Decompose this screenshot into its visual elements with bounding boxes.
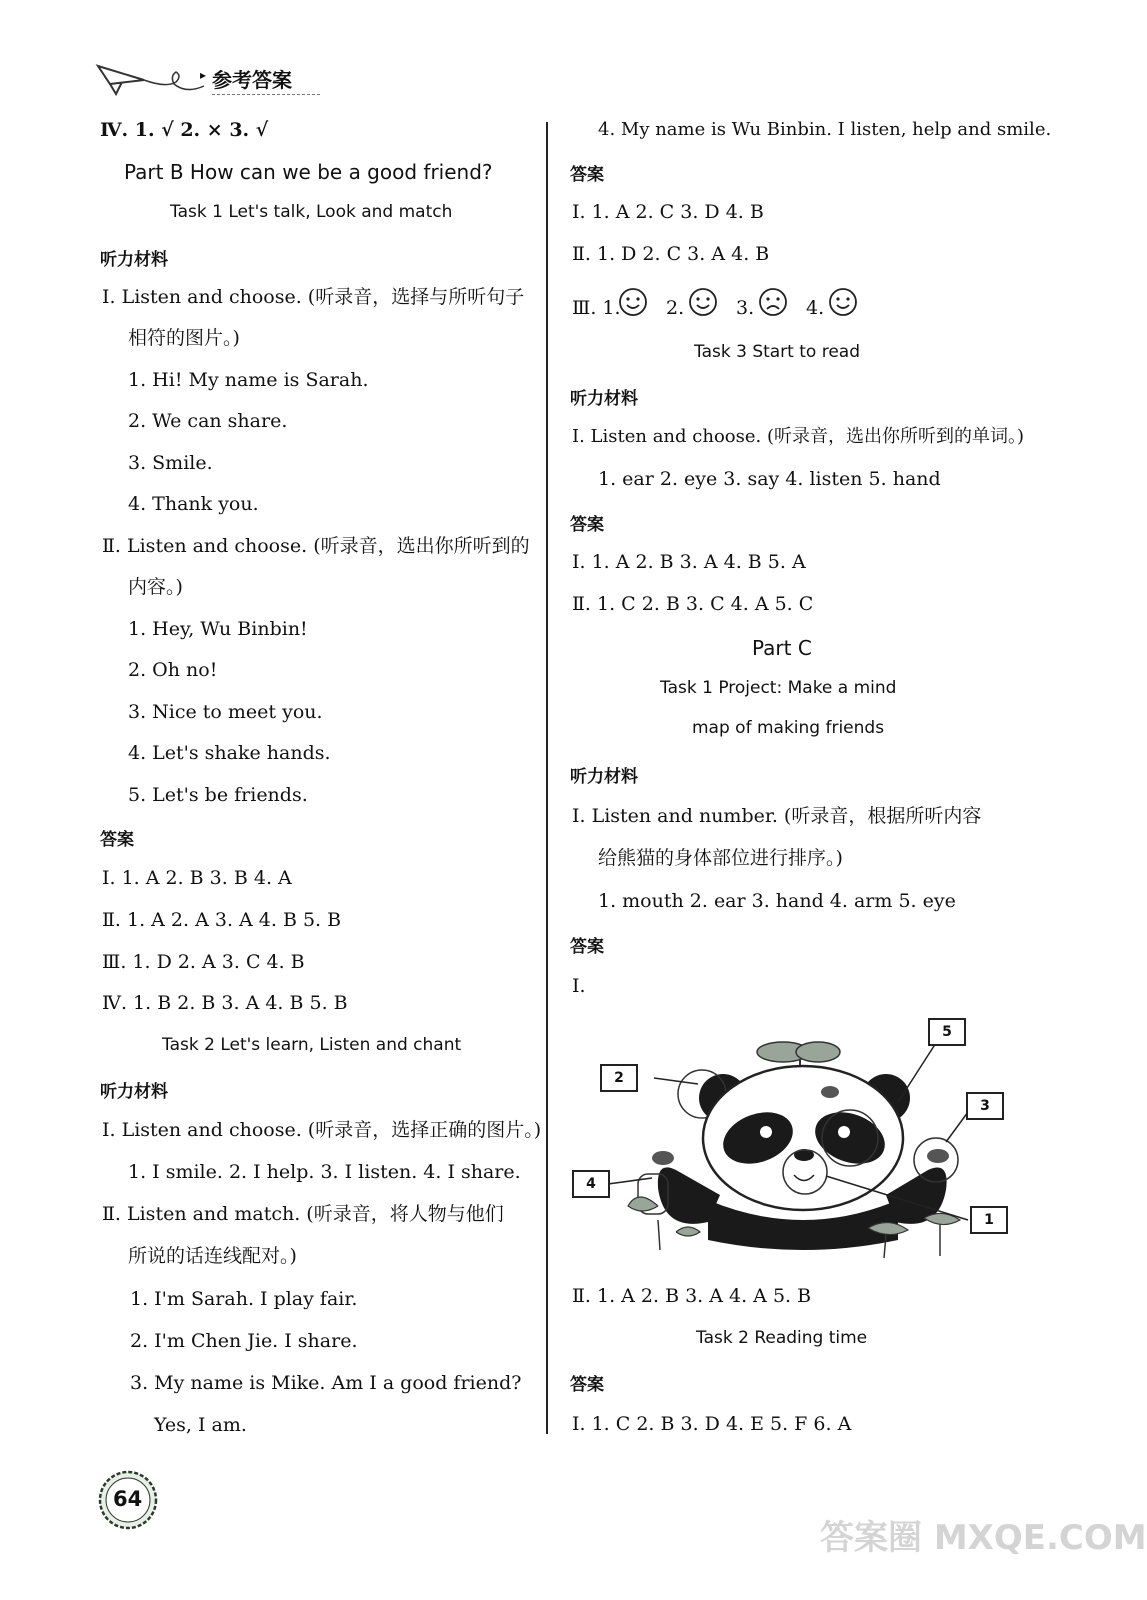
- list-item: 2. We can share.: [128, 410, 288, 432]
- answers-label: 答案: [570, 165, 604, 185]
- sad-face-icon: [758, 287, 788, 317]
- header-title: 参考答案: [212, 68, 292, 92]
- exercise-ii-instruction: Ⅱ. Listen and choose. (听录音，选出你所听到的: [102, 535, 530, 557]
- watermark-text: 答案圈 MXQE.COM: [820, 1518, 1147, 1558]
- part-c-heading: Part C: [752, 636, 812, 660]
- paper-plane-icon: [96, 58, 206, 100]
- answer-line: Ⅱ. 1. A 2. A 3. A 4. B 5. B: [102, 909, 342, 931]
- list-item: 1. I'm Sarah. I play fair.: [130, 1288, 358, 1310]
- exercise-i-instruction-cont: 相符的图片。): [128, 327, 240, 349]
- task2-exercise-i-items: 1. I smile. 2. I help. 3. I listen. 4. I share.: [128, 1161, 521, 1183]
- answer-line-iii: [572, 296, 621, 320]
- panda-label-5: 5: [928, 1018, 966, 1046]
- part-c-items: 1. mouth 2. ear 3. hand 4. arm 5. eye: [598, 890, 956, 912]
- listening-material-label: 听力材料: [100, 1082, 168, 1102]
- task3-exercise-i: Ⅰ. Listen and choose. (听录音，选出你所听到的单词。): [572, 426, 1024, 447]
- list-item: Yes, I am.: [154, 1414, 247, 1436]
- answer-line: Ⅱ. 1. C 2. B 3. C 4. A 5. C: [572, 593, 814, 615]
- answer-line: Ⅱ. 1. A 2. B 3. A 4. A 5. B: [572, 1285, 812, 1307]
- answer-line: Ⅰ. 1. A 2. B 3. A 4. B 5. A: [572, 551, 806, 573]
- left-line-iv: Ⅳ. 1. √ 2. × 3. √: [100, 119, 269, 141]
- answers-label: 答案: [570, 1375, 604, 1395]
- exercise-ii-instruction-cont: 内容。): [128, 576, 183, 598]
- answers-label: 答案: [570, 515, 604, 535]
- answer-line: Ⅳ. 1. B 2. B 3. A 4. B 5. B: [102, 992, 348, 1014]
- task3-exercise-i-items: 1. ear 2. eye 3. say 4. listen 5. hand: [598, 468, 941, 490]
- answer-i-label: Ⅰ.: [572, 975, 586, 997]
- task1-heading: Task 1 Let's talk, Look and match: [170, 202, 453, 222]
- part-b-heading: Part B How can we be a good friend?: [124, 160, 493, 184]
- answer-line: Ⅰ. 1. A 2. C 3. D 4. B: [572, 201, 764, 223]
- answer-line: Ⅲ. 1. D 2. A 3. C 4. B: [102, 951, 305, 973]
- task1-heading-c: Task 1 Project: Make a mind: [660, 678, 897, 698]
- answer-line: Ⅰ. 1. C 2. B 3. D 4. E 5. F 6. A: [572, 1413, 852, 1435]
- task2-exercise-ii-cont: 所说的话连线配对。): [128, 1245, 297, 1267]
- task3-heading: Task 3 Start to read: [694, 342, 860, 362]
- task2-heading: Task 2 Let's learn, Listen and chant: [162, 1035, 462, 1055]
- panda-label-1: 1: [970, 1206, 1008, 1234]
- answer-line: Ⅱ. 1. D 2. C 3. A 4. B: [572, 243, 770, 265]
- header-arrow-icon: ▸: [200, 68, 207, 82]
- list-item: 5. Let's be friends.: [128, 784, 308, 806]
- task2-reading-heading: Task 2 Reading time: [696, 1328, 868, 1348]
- panda-label-2: 2: [600, 1064, 638, 1092]
- task1-heading-c-cont: map of making friends: [692, 718, 885, 738]
- list-item: 1. Hey, Wu Binbin!: [128, 618, 308, 640]
- listening-material-label: 听力材料: [100, 250, 168, 270]
- list-item: 2. Oh no!: [128, 659, 218, 681]
- answer-line: Ⅰ. 1. A 2. B 3. B 4. A: [102, 867, 292, 889]
- item-label: 2.: [666, 297, 685, 319]
- item-label: 4.: [806, 297, 825, 319]
- item-label: Ⅲ. 1.: [572, 297, 621, 319]
- list-item: 4. Thank you.: [128, 493, 259, 515]
- smile-face-icon: [688, 287, 718, 317]
- right-line-4: 4. My name is Wu Binbin. I listen, help and smile.: [598, 119, 1052, 140]
- part-c-exercise-i: Ⅰ. Listen and number. (听录音，根据所听内容: [572, 805, 982, 827]
- listening-material-label: 听力材料: [570, 389, 638, 409]
- smile-face-icon: [828, 287, 858, 317]
- panda-illustration: [568, 1010, 1038, 1265]
- exercise-i-instruction: Ⅰ. Listen and choose. (听录音，选择与所听句子: [102, 286, 525, 308]
- answers-label: 答案: [100, 830, 134, 850]
- task2-exercise-i: Ⅰ. Listen and choose. (听录音，选择正确的图片。): [102, 1119, 542, 1141]
- list-item: 3. My name is Mike. Am I a good friend?: [130, 1372, 522, 1394]
- list-item: 3. Smile.: [128, 452, 213, 474]
- list-item: 1. Hi! My name is Sarah.: [128, 369, 369, 391]
- panda-label-3: 3: [966, 1092, 1004, 1120]
- part-c-exercise-i-cont: 给熊猫的身体部位进行排序。): [598, 847, 843, 869]
- list-item: 3. Nice to meet you.: [128, 701, 323, 723]
- list-item: 2. I'm Chen Jie. I share.: [130, 1330, 358, 1352]
- header-underline: [212, 94, 320, 95]
- smile-face-icon: [618, 287, 648, 317]
- task2-exercise-ii: Ⅱ. Listen and match. (听录音，将人物与他们: [102, 1203, 504, 1225]
- answers-label: 答案: [570, 937, 604, 957]
- listening-material-label: 听力材料: [570, 767, 638, 787]
- item-label: 3.: [736, 297, 755, 319]
- list-item: 4. Let's shake hands.: [128, 742, 331, 764]
- panda-label-4: 4: [572, 1170, 610, 1198]
- page-number: 64: [113, 1487, 143, 1511]
- column-divider: [546, 122, 548, 1434]
